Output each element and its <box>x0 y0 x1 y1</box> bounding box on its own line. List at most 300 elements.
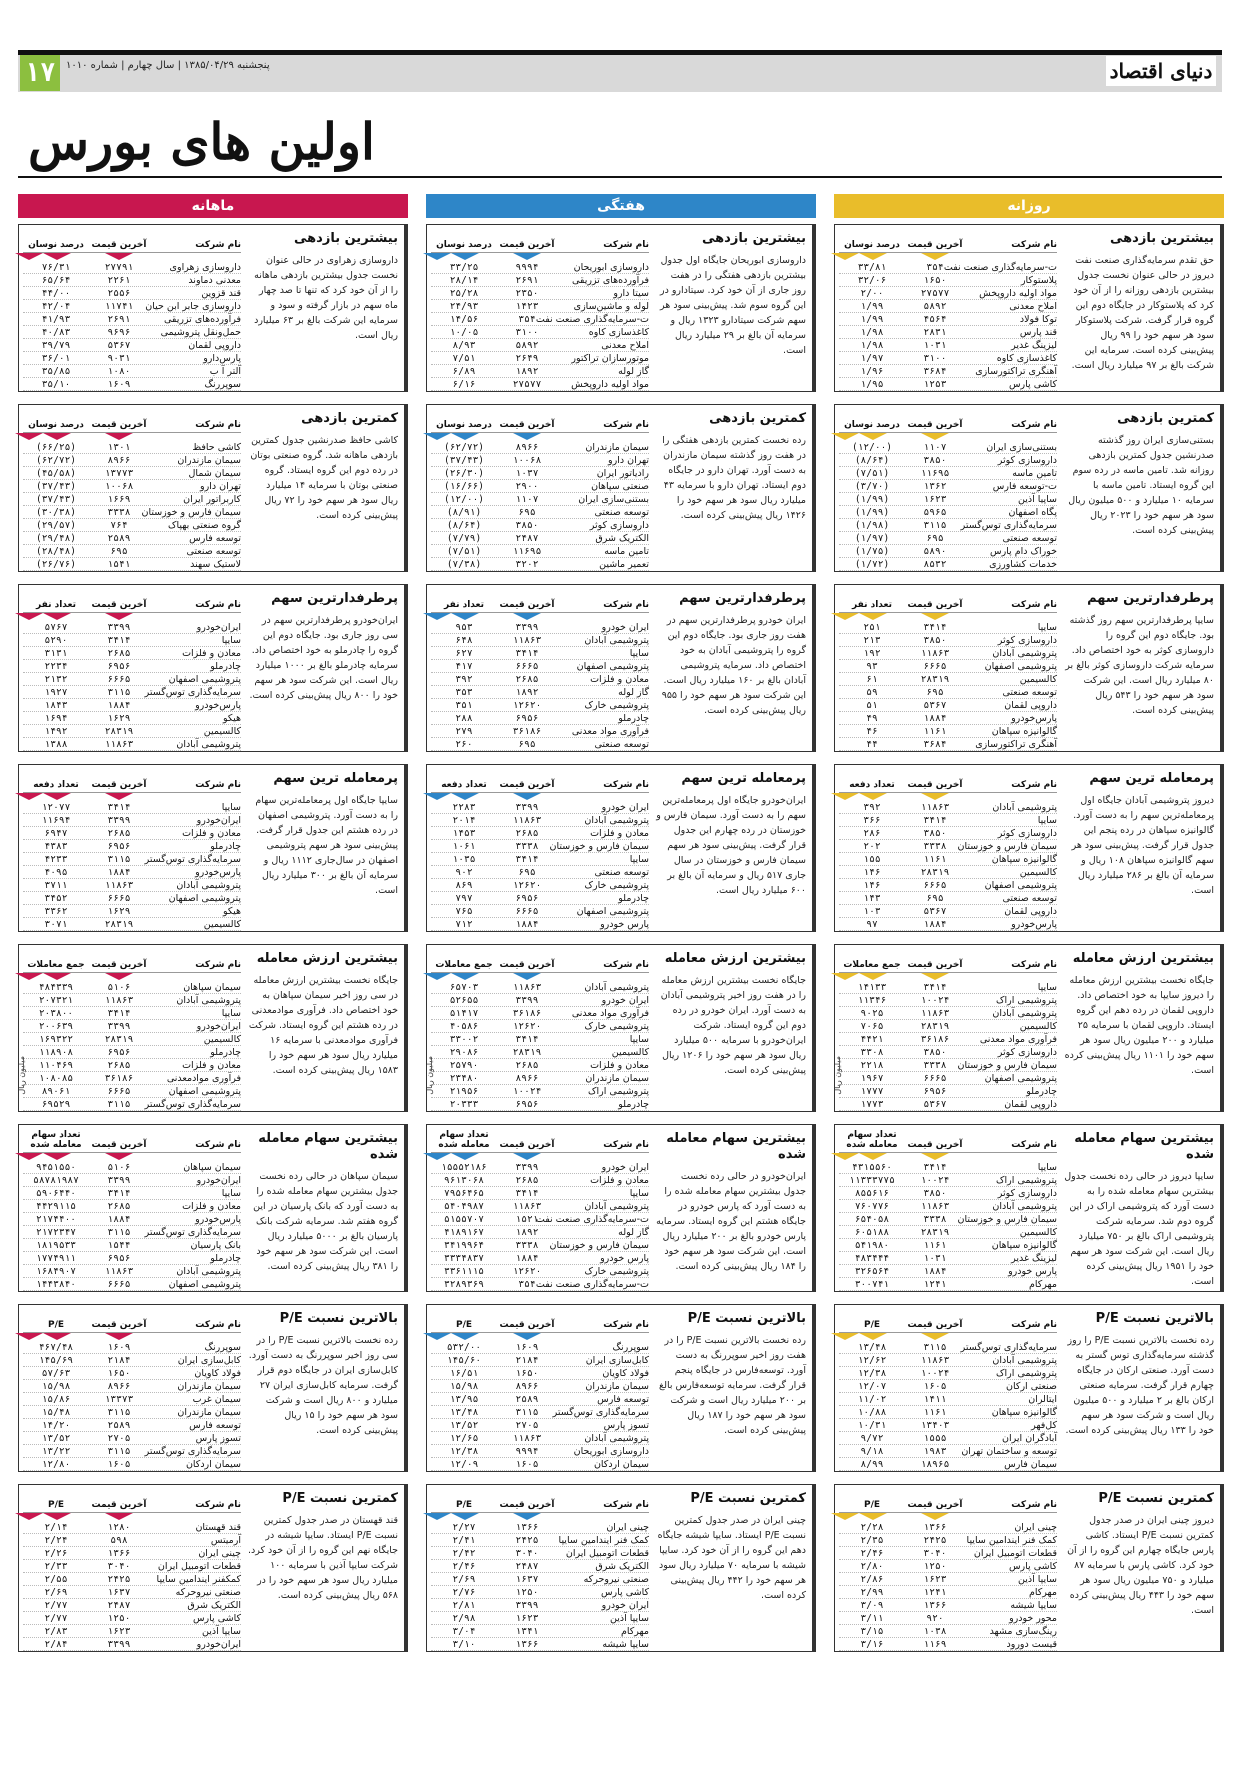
last-price: ۵۳۶۷ <box>923 700 947 711</box>
last-price: ۲۴۲۵ <box>107 1574 131 1585</box>
company-name: توسعه صنعتی <box>594 867 649 878</box>
company-name: تعمیر ماشین <box>599 559 649 570</box>
metric-value: ۱۲۰۷۷ <box>41 802 71 813</box>
table-row <box>23 853 241 866</box>
metric-value: ۹۷ <box>866 919 878 930</box>
last-price: ۱۱۶۱ <box>923 1407 947 1418</box>
company-name: داروسازی ابوریحان <box>573 262 649 273</box>
last-price: ۱۲۵۰ <box>107 1613 131 1624</box>
column-company: نام شرکت <box>603 1500 649 1510</box>
box-summary <box>248 951 398 1078</box>
company-name: سایپا آذین <box>1017 1574 1057 1585</box>
metric-value: ۳/۱۰ <box>452 1639 476 1650</box>
table-row <box>839 519 1057 532</box>
company-name: سرمایه‌گذاری توس‌گستر <box>144 1099 241 1110</box>
table-row <box>839 1174 1057 1187</box>
table-row <box>431 1187 649 1200</box>
box-text: حق تقدم سرمایه‌گذاری صنعت نفت دیروز در حالی عنوان نخست جدول بیشترین بازدهی روزانه را از آن خود کرد که پلاستوکار در جایگاه دوم این گروه قرار گرفت. شرکت پلاستوکار سود هر سهم خود را ۹۹ ریال پیش‌بینی کرده است. سرمایه این شرکت بالغ بر ۹۷ میلیارد ریال است. <box>1071 255 1214 371</box>
last-price: ۳۵۴ <box>518 314 536 325</box>
box-summary <box>248 591 398 703</box>
table-row <box>431 480 649 493</box>
metric-value: ۱۵۵ <box>863 854 881 865</box>
last-price: ۳۳۹۹ <box>515 995 539 1006</box>
company-name: ت-سرمایه‌گذاری صنعت نفت <box>535 1214 649 1225</box>
last-price: ۱۶۰۹ <box>107 1342 131 1353</box>
metric-value: (۶۲/۷۲) <box>35 455 77 466</box>
arrow-marker <box>831 793 859 800</box>
table-header <box>431 589 649 613</box>
last-price: ۲۸۳۱۹ <box>920 1227 950 1238</box>
metric-value: ۵۱۴۱۷ <box>449 1008 479 1019</box>
table-row <box>431 1573 649 1586</box>
box-summary <box>656 771 806 898</box>
box-text: رده نخست بالاترین نسبت P/E را در سی روز اخیر سوپررنگ به دست آورد. کابل‌سازی ایران در جایگاه دوم قرار گرفت. سرمایه کابل‌سازی ایران ۲۷ میلیارد و ۸۰۰ ریال است و شرکت سود هر سهم خود را ۱۵ ریال پیش‌بینی کرده است. <box>248 1335 398 1436</box>
table-header <box>23 1309 241 1333</box>
metric-value: ۱۶۹۴ <box>44 713 68 724</box>
arrow-marker <box>921 793 949 800</box>
last-price: ۳۴۱۴ <box>923 622 947 633</box>
company-name: املاح معدنی <box>1009 301 1057 312</box>
table-row <box>23 558 241 571</box>
header-arrows <box>431 253 649 261</box>
last-price: ۱۳۰۱ <box>107 442 131 453</box>
box-summary <box>656 1131 806 1274</box>
company-name: گالوانیزه سپاهان <box>991 1407 1057 1418</box>
table-row <box>23 1020 241 1033</box>
company-name: داروسازی کوثر <box>997 1188 1057 1199</box>
metric-value: ۶۹۵۲۹ <box>41 1099 71 1110</box>
metric-value: ۱۴۵/۶۹ <box>38 1355 74 1366</box>
box-text: رده نخست بالاترین نسبت P/E را در هفت روز اخیر سوپررنگ به دست آورد. توسعه‌فارس در جایگاه پنجم قرار گرفت. سرمایه توسعه‌فارس بالغ بر ۲۰۰ میلیارد ریال است و شرکت سود هر سهم خود را ۱۸۷ ریال پیش‌بینی کرده است. <box>659 1335 806 1436</box>
ranking-table <box>431 769 649 931</box>
last-price: ۳۶۱۸۶ <box>920 1034 950 1045</box>
table-row <box>23 621 241 634</box>
metric-value: ۳۹/۷۹ <box>41 340 71 351</box>
company-name: ایران خودرو <box>601 1162 649 1173</box>
column-company: نام شرکت <box>1011 600 1057 610</box>
table-row <box>839 1278 1057 1291</box>
box-summary <box>1064 1491 1214 1618</box>
company-name: پتروشیمی آبادان <box>992 1201 1057 1212</box>
metric-value: ۱/۹۵ <box>860 379 884 390</box>
last-price: ۵۳۶۷ <box>107 340 131 351</box>
column-metric: تعداد دفعه <box>33 780 79 790</box>
last-price: ۳۱۰۰ <box>923 353 947 364</box>
table-row <box>431 454 649 467</box>
company-name: سایپا شیشه <box>602 1639 649 1650</box>
header-arrows <box>23 1153 241 1161</box>
table-row <box>431 647 649 660</box>
ranking-box <box>834 1124 1224 1292</box>
table-row <box>431 339 649 352</box>
table-header <box>839 1489 1057 1513</box>
metric-value: ۳۳/۲۵ <box>449 262 479 273</box>
metric-value: ۹۴۵۱۵۵۰ <box>35 1162 77 1173</box>
column-company: نام شرکت <box>195 1140 241 1150</box>
company-name: بستنی‌سازی ایران <box>578 494 649 505</box>
table-header <box>431 409 649 433</box>
company-name: کاغذسازی کاوه <box>996 353 1057 364</box>
company-name: کمک فنر ایندامین سایپا <box>966 1535 1057 1546</box>
metric-value: ۴۳۸۳ <box>44 841 68 852</box>
last-price: ۶۹۵۶ <box>107 661 131 672</box>
last-price: ۱۲۸۰ <box>107 1522 131 1533</box>
last-price: ۲۵۸۹ <box>107 1420 131 1431</box>
metric-value: ۲/۷۷ <box>44 1613 68 1624</box>
metric-value: (۱۶/۶۶) <box>443 481 485 492</box>
company-name: معادن و فلزات <box>182 828 241 839</box>
last-price: ۳۴۱۴ <box>107 635 131 646</box>
table-row <box>431 1278 649 1291</box>
ranking-table <box>23 589 241 751</box>
table-header <box>23 1129 241 1153</box>
metric-value: ۵۴۱۹۸۰ <box>854 1240 890 1251</box>
company-name: مهرکام <box>620 1626 649 1637</box>
metric-value: ۲/۲۶ <box>44 1548 68 1559</box>
metric-value: ۲/۶۹ <box>452 1574 476 1585</box>
last-price: ۶۹۵۶ <box>515 893 539 904</box>
arrow-marker <box>43 613 71 620</box>
last-price: ۵۸۹۲ <box>515 340 539 351</box>
company-name: ت-توسعه فارس <box>992 481 1057 492</box>
header-arrows <box>23 613 241 621</box>
company-name: پتروشیمی آبادان <box>584 1433 649 1444</box>
metric-value: (۸/۶۴) <box>446 520 482 531</box>
last-price: ۲۱۸۴ <box>107 1355 131 1366</box>
company-name: سایپا <box>221 1008 241 1019</box>
metric-value: ۸/۹۹ <box>860 1459 884 1470</box>
metric-value: ۳/۰۴ <box>452 1626 476 1637</box>
metric-value: ۵۱۵۵۷۰۷ <box>443 1214 485 1225</box>
ranking-table <box>23 229 241 391</box>
last-price: ۳۳۳۸ <box>923 1060 947 1071</box>
company-name: معادن و فلزات <box>590 828 649 839</box>
last-price: ۲۸۳۱ <box>923 327 947 338</box>
last-price: ۱۱۶۹۵ <box>512 546 542 557</box>
metric-value: ۱۹۲ <box>863 648 881 659</box>
last-price: ۱۶۰۵ <box>107 1459 131 1470</box>
company-name: سیمان فارس و خوزستان <box>957 1060 1057 1071</box>
table-header <box>431 1489 649 1513</box>
metric-value: ۸۵۵۶۱۶ <box>854 1188 890 1199</box>
column-company: نام شرکت <box>1011 780 1057 790</box>
last-price: ۳۳۹۹ <box>515 1600 539 1611</box>
box-text: ایران خودرو پرطرفدارترین سهم در هفت روز جاری بود. جایگاه دوم این گروه را پتروشیمی آبادان به خود اختصاص داد. سرمایه پتروشیمی آبادان بالغ بر ۱۶۰ میلیارد ریال است. این شرکت سود هر سهم خود را ۹۵۵ ریال پیش‌بینی کرده است. <box>661 615 806 716</box>
table-row <box>431 879 649 892</box>
metric-value: ۷۶۰۷۷۶ <box>854 1201 890 1212</box>
last-price: ۶۶۶۵ <box>515 661 539 672</box>
arrow-marker <box>859 253 887 260</box>
ranking-table <box>23 1309 241 1471</box>
column-company: نام شرکت <box>603 1320 649 1330</box>
box-summary <box>1064 411 1214 538</box>
table-row <box>431 827 649 840</box>
company-name: سوپررنگ <box>204 379 241 390</box>
company-name: الکتریک شرق <box>595 1561 649 1572</box>
arrow-marker <box>513 1333 541 1340</box>
box-text: سایپا پرطرفدارترین سهم روز گذشته بود. جایگاه دوم این گروه را داروسازی کوثر به خود اختصاص داد. سرمایه شرکت داروسازی کوثر بالغ بر ۸۰ میلیارد ریال است. این شرکت سود هر سهم خود را ۵۴۳ ریال پیش‌بینی کرده است. <box>1065 615 1214 716</box>
metric-value: ۵۲۹۰ <box>44 635 68 646</box>
metric-value: ۹/۷۲ <box>860 1433 884 1444</box>
metric-value: (۸/۶۴) <box>854 455 890 466</box>
metric-value: (۸/۹۱) <box>446 507 482 518</box>
last-price: ۳۰۴۰ <box>515 1548 539 1559</box>
last-price: ۳۴۱۴ <box>107 802 131 813</box>
last-price: ۸۹۶۶ <box>107 455 131 466</box>
table-row <box>839 634 1057 647</box>
table-row <box>839 339 1057 352</box>
box-text: جایگاه نخست بیشترین ارزش معامله در سی روز اخیر سیمان سپاهان به خود اختصاص داد. فرآوری موادمعدنی در رده هشتم این گروه ایستاد. شرکت فرآوری موادمعدنی با سرمایه ۱۶ میلیارد ریال سود هر سهم خود را ۱۵۸۳ ریال پیش‌بینی کرده است. <box>248 975 398 1076</box>
table-row <box>23 1226 241 1239</box>
company-name: پتروشیمی آبادان <box>584 815 649 826</box>
box-summary <box>248 771 398 898</box>
company-name: حمل‌ونقل پتروشیمی <box>160 327 241 338</box>
box-text: سایپا دیروز در حالی رده نخست جدول بیشترین سهام معامله شده را به دست آورد که پتروشیمی اراک در این گروه دوم شد. سرمایه شرکت پتروشیمی اراک بالغ بر ۷۵۰ میلیارد ریال است. این شرکت سود هر سهم خود را ۱۹۵۱ ریال پیش‌بینی کرده است. <box>1064 1171 1214 1287</box>
last-price: ۱۸۸۴ <box>515 1253 539 1264</box>
metric-value: ۱۹۶۷ <box>860 1073 884 1084</box>
last-price: ۴۵۶۴ <box>923 314 947 325</box>
table-row <box>431 1445 649 1458</box>
last-price: ۶۹۵۶ <box>515 1099 539 1110</box>
company-name: سیمان غرب <box>192 1394 241 1405</box>
last-price: ۳۸۵۰ <box>923 828 947 839</box>
last-price: ۸۹۶۶ <box>515 1073 539 1084</box>
metric-value: ۴۳۱۵۵۶۰ <box>851 1162 893 1173</box>
company-name: داروسازی ابوریحان <box>573 1446 649 1457</box>
metric-value: ۳۱۳۱ <box>44 648 68 659</box>
table-row <box>839 378 1057 391</box>
table-row <box>23 673 241 686</box>
last-price: ۱۰۰۶۸ <box>512 455 542 466</box>
company-name: چینی ایران <box>198 1548 241 1559</box>
header-arrows <box>431 1153 649 1161</box>
arrow-marker <box>105 1513 133 1520</box>
box-heading: پرطرفدارترین سهم <box>271 591 398 606</box>
metric-value: ۷۱۲ <box>455 919 473 930</box>
last-price: ۱۶۰۹ <box>515 1342 539 1353</box>
last-price: ۱۱۸۶۳ <box>104 880 134 891</box>
column-last-price: آخرین قیمت <box>91 780 147 790</box>
company-name: هیکو <box>222 713 241 724</box>
table-row <box>431 506 649 519</box>
last-price: ۱۴۱۱ <box>923 1394 947 1405</box>
metric-value: ۳۳۶۱۱۱۵ <box>443 1266 485 1277</box>
company-name: فرآوری مواد معدنی <box>571 726 649 737</box>
header-arrows <box>839 973 1057 981</box>
last-price: ۳۶۸۴ <box>923 366 947 377</box>
last-price: ۱۲۶۲۰ <box>512 880 542 891</box>
ranking-box <box>834 944 1224 1112</box>
metric-value: ۱۲/۸۰ <box>41 1459 71 1470</box>
last-price: ۳۰۴۰ <box>107 1561 131 1572</box>
box-summary <box>248 1491 398 1603</box>
table-row <box>23 1521 241 1534</box>
metric-value: ۲/۸۰ <box>860 1561 884 1572</box>
column-metric: جمع معاملات <box>435 960 493 970</box>
table-row <box>431 699 649 712</box>
last-price: ۳۳۹۹ <box>107 622 131 633</box>
table-row <box>431 1020 649 1033</box>
metric-value: ۱۴/۵۶ <box>449 314 479 325</box>
arrow-marker <box>831 613 859 620</box>
last-price: ۲۹۰۰ <box>515 481 539 492</box>
metric-value: ۴۶۷/۴۸ <box>38 1342 74 1353</box>
box-heading: پرمعامله ترین سهم <box>681 771 806 786</box>
last-price: ۱۶۵۰ <box>923 275 947 286</box>
column-daily <box>834 194 1224 1652</box>
metric-value: ۷۰۶۵ <box>860 1021 884 1032</box>
company-name: سرمایه‌گذاری توس‌گستر <box>144 687 241 698</box>
metric-value: ۲۵/۲۸ <box>449 288 479 299</box>
company-name: سایپا <box>221 635 241 646</box>
company-name: ایران خودرو <box>601 995 649 1006</box>
box-heading: پرمعامله ترین سهم <box>1089 771 1214 786</box>
metric-value: ۲۲۱۸ <box>860 1060 884 1071</box>
table-row <box>431 1072 649 1085</box>
metric-value: ۷۹۵۶۴۶۵ <box>443 1188 485 1199</box>
company-name: تسوز پارس <box>603 1420 649 1431</box>
box-text: قند قهستان در صدر جدول کمترین نسبت P/E ایستاد. سایپا شیشه در جایگاه نهم این گروه را از آن خود کرد. شرکت سایپا آذین با سرمایه ۱۰۰ میلیارد ریال سود هر سهم خود را در ۵۶۸ ریال پیش‌بینی کرده است. <box>248 1515 398 1601</box>
arrow-marker <box>859 793 887 800</box>
company-name: سایپا <box>1037 622 1057 633</box>
metric-value: ۱۳/۴۸ <box>857 1342 887 1353</box>
table-row <box>23 994 241 1007</box>
metric-value: (۱/۷۲) <box>854 559 890 570</box>
metric-value: ۴۲/۰۴ <box>41 301 71 312</box>
company-name: داروسازی کوثر <box>997 455 1057 466</box>
column-company: نام شرکت <box>195 420 241 430</box>
table-row <box>23 1419 241 1432</box>
company-name: مواد اولیه داروپخش <box>571 379 649 390</box>
metric-value: ۲/۳۳ <box>44 1561 68 1572</box>
table-row <box>839 699 1057 712</box>
arrow-marker <box>921 253 949 260</box>
column-company: نام شرکت <box>195 960 241 970</box>
company-name: معادن و فلزات <box>590 1060 649 1071</box>
box-text: داروسازی زهراوی در حالی عنوان نخست جدول بیشترین بازدهی ماهانه را از آن خود کرد که تنها تا صد چهار ماه سهم در بازار گرفته و سود و سرمایه این شرکت بالغ بر ۶۳ میلیارد ریال است. <box>254 255 398 341</box>
column-company: نام شرکت <box>603 600 649 610</box>
company-name: پتروشیمی خارک <box>584 1021 649 1032</box>
last-price: ۳۶۱۸۶ <box>512 1008 542 1019</box>
metric-value: ۶/۱۶ <box>452 379 476 390</box>
table-row <box>431 274 649 287</box>
company-name: سیمان فارس <box>1004 1459 1057 1470</box>
table-row <box>839 1534 1057 1547</box>
table-row <box>431 1046 649 1059</box>
table-row <box>23 1085 241 1098</box>
last-price: ۱۱۸۶۳ <box>920 648 950 659</box>
column-metric: درصد نوسان <box>436 420 492 430</box>
table-row <box>839 1458 1057 1471</box>
table-row <box>431 1033 649 1046</box>
arrow-marker <box>451 973 479 980</box>
arrow-marker <box>451 433 479 440</box>
last-price: ۶۹۵۶ <box>107 841 131 852</box>
column-last-price: آخرین قیمت <box>91 1140 147 1150</box>
last-price: ۱۳۶۶ <box>923 1600 947 1611</box>
company-name: سیمان فارس و خوزستان <box>957 841 1057 852</box>
company-name: پارس‌خودرو <box>1011 713 1057 724</box>
last-price: ۱۶۰۹ <box>107 379 131 390</box>
metric-value: ۲۷۹ <box>455 726 473 737</box>
arrow-marker <box>105 253 133 260</box>
ranking-box <box>426 764 816 932</box>
company-name: سایپا <box>221 1188 241 1199</box>
metric-value: ۱۱۳۴۶ <box>857 995 887 1006</box>
ranking-box <box>18 224 408 392</box>
table-row <box>839 853 1057 866</box>
header-arrows <box>23 973 241 981</box>
metric-value: ۶۰۵۱۸۸ <box>854 1227 890 1238</box>
table-row <box>839 621 1057 634</box>
metric-value: ۵۷/۶۳ <box>41 1368 71 1379</box>
metric-value: ۳۳۳۴۸۳۷ <box>443 1253 485 1264</box>
metric-value: ۱/۹۷ <box>860 353 884 364</box>
box-heading: کمترین بازدهی <box>1117 411 1214 426</box>
last-price: ۱۶۲۹ <box>107 906 131 917</box>
company-name: پگاه اصفهان <box>1008 507 1057 518</box>
company-name: توسعه صنعتی <box>186 546 241 557</box>
company-name: کالسیمین <box>1019 867 1057 878</box>
arrow-marker <box>451 1513 479 1520</box>
metric-value: ۲/۸۳ <box>44 1626 68 1637</box>
metric-value: ۳۲/۰۶ <box>857 275 887 286</box>
last-price: ۶۹۵ <box>110 546 128 557</box>
arrow-marker <box>15 1153 43 1160</box>
company-name: چادرملو <box>1026 1086 1057 1097</box>
company-name: پارس‌دارو <box>203 353 241 364</box>
last-price: ۶۹۵۶ <box>923 1086 947 1097</box>
last-price: ۲۶۸۵ <box>515 828 539 839</box>
metric-value: ۲۸/۱۴ <box>449 275 479 286</box>
last-price: ۱۱۸۶۳ <box>512 815 542 826</box>
table-row <box>839 1625 1057 1638</box>
last-price: ۱۵۴۴ <box>107 1240 131 1251</box>
metric-value: ۹۳ <box>866 661 878 672</box>
ranking-box <box>18 764 408 932</box>
table-row <box>839 801 1057 814</box>
column-last-price: آخرین قیمت <box>91 600 147 610</box>
table-row <box>431 621 649 634</box>
table-row <box>839 1187 1057 1200</box>
last-price: ۳۱۱۵ <box>107 1099 131 1110</box>
arrow-marker <box>513 613 541 620</box>
last-price: ۸۹۶۶ <box>515 1381 539 1392</box>
company-name: فرآورده‌های تزریقی <box>163 314 241 325</box>
column-company: نام شرکت <box>1011 960 1057 970</box>
metric-value: ۱/۹۹ <box>860 301 884 312</box>
company-name: کالسیمین <box>203 1034 241 1045</box>
last-price: ۱۸۸۴ <box>923 713 947 724</box>
ranking-box <box>18 1484 408 1652</box>
last-price: ۲۶۹۱ <box>107 314 131 325</box>
company-name: سوپررنگ <box>612 1342 649 1353</box>
table-row <box>839 1445 1057 1458</box>
table-header <box>839 1129 1057 1153</box>
metric-value: ۵۷۶۷ <box>44 622 68 633</box>
arrow-marker <box>513 793 541 800</box>
ranking-table <box>431 589 649 751</box>
metric-value: ۱۷۷۷ <box>860 1086 884 1097</box>
table-row <box>23 1547 241 1560</box>
company-name: ت-سرمایه‌گذاری صنعت نفت <box>943 262 1057 273</box>
last-price: ۲۸۳۱۹ <box>104 1034 134 1045</box>
company-name: قند پارس <box>1019 327 1057 338</box>
last-price: ۳۶۸۴ <box>923 739 947 750</box>
ranking-table <box>839 1129 1057 1291</box>
company-name: قطعات اتومبیل ایران <box>565 1548 649 1559</box>
metric-value: ۴۸۴۳۳۹ <box>38 982 74 993</box>
